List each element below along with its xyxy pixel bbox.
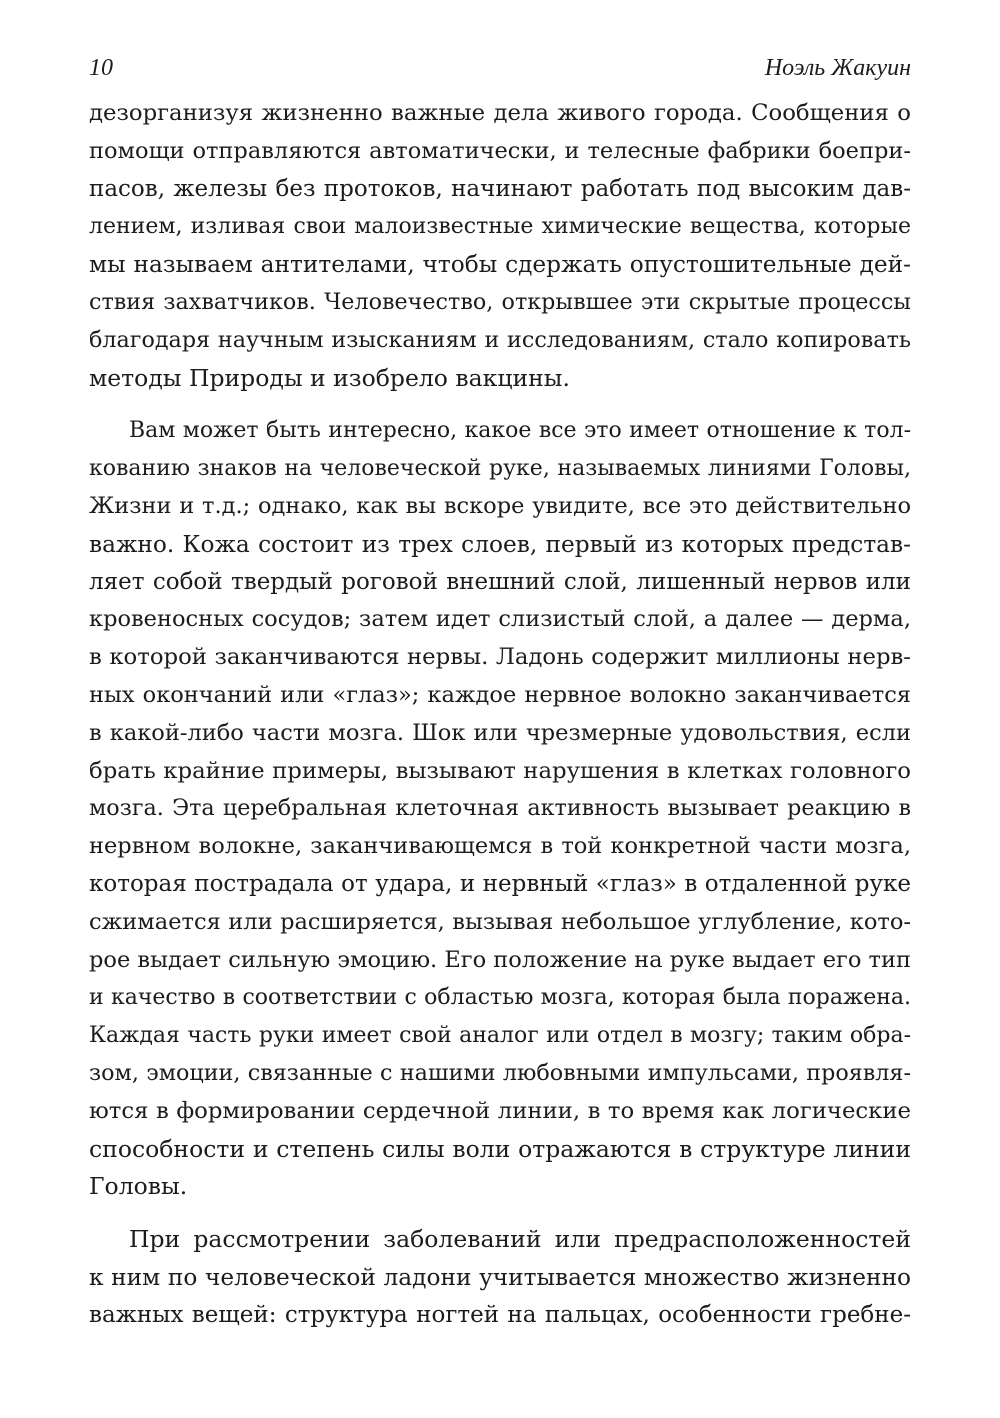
text-line: методы Природы и изобрело вакцины. — [89, 363, 570, 392]
text-line: и качество в соответствии с областью мозга, которая была поражена. — [89, 985, 911, 1011]
text-line: сжимается или расширяется, вызывая небольшое углубление, кото- — [89, 908, 911, 935]
text-line: которая пострадала от удара, и нервный «глаз» в отдаленной руке — [89, 870, 911, 897]
paragraph-3 — [89, 1221, 911, 1334]
paragraph-1 — [89, 95, 911, 397]
text-line: нервном волокне, заканчивающемся в той конкретной части мозга, — [89, 833, 911, 860]
text-line: в которой заканчиваются нервы. Ладонь содержит миллионы нерв- — [89, 644, 911, 671]
text-line: Каждая часть руки имеет свой аналог или отдел в мозгу; таким обра- — [89, 1023, 911, 1049]
page-number: 10 — [89, 55, 113, 81]
text-line: брать крайние примеры, вызывают нарушения в клетках головного — [89, 757, 911, 784]
text-line: ляет собой твердый роговой внешний слой, лишенный нервов или — [89, 568, 911, 595]
paragraph-spacer — [89, 1206, 911, 1221]
text-line: дезорганизуя жизненно важные дела живого города. Сообщения о — [89, 100, 911, 126]
text-line: важно. Кожа состоит из трех слоев, первый из которых представ- — [89, 530, 911, 558]
text-line: к ним по человеческой ладони учитывается множество жизненно — [89, 1263, 911, 1291]
text-line: ются в формировании сердечной линии, в то время как логические — [89, 1097, 911, 1124]
text-line: благодаря научным изысканиям и исследованиям, стало копировать — [89, 326, 911, 353]
text-line: кованию знаков на человеческой руке, называемых линиями Головы, — [89, 456, 911, 482]
paragraph-2 — [89, 412, 911, 1206]
text-line: помощи отправляются автоматически, и телесные фабрики боепри- — [89, 137, 911, 164]
text-line: способности и степень силы воли отражаются в структуре линии — [89, 1134, 911, 1163]
body-text — [89, 95, 911, 1335]
text-line: рое выдает сильную эмоцию. Его положение на руке выдает его тип — [89, 946, 911, 973]
text-line: в какой-либо части мозга. Шок или чрезмерные удовольствия, если — [89, 719, 911, 746]
text-line: ных окончаний или «глаз»; каждое нервное волокно заканчивается — [89, 681, 911, 708]
text-line: лением, изливая свои малоизвестные химические вещества, которые — [89, 214, 911, 240]
running-head — [89, 50, 911, 86]
text-line: важных вещей: структура ногтей на пальцах, особенности гребне- — [89, 1301, 911, 1328]
text-line: пасов, железы без протоков, начинают работать под высоким дав- — [89, 175, 911, 202]
running-title-author: Ноэль Жакуин — [764, 55, 911, 81]
text-line: мозга. Эта церебральная клеточная активность вызывает реакцию в — [89, 795, 911, 822]
text-line: мы называем антителами, чтобы сдержать опустошительные дей- — [89, 251, 911, 279]
text-line: Вам может быть интересно, какое все это имеет отношение к тол- — [129, 418, 911, 444]
text-line: При рассмотрении заболеваний или предрасположенностей — [129, 1225, 911, 1254]
text-line: Жизни и т.д.; однако, как вы вскоре увидите, все это действительно — [89, 492, 911, 519]
text-line: Головы. — [89, 1172, 188, 1201]
text-line: зом, эмоции, связанные с нашими любовными импульсами, проявля- — [89, 1059, 911, 1086]
paragraph-spacer — [89, 397, 911, 412]
text-line: ствия захватчиков. Человечество, открывшее эти скрытые процессы — [89, 288, 911, 315]
text-line: кровеносных сосудов; затем идет слизистый слой, а далее — дерма, — [89, 606, 911, 633]
